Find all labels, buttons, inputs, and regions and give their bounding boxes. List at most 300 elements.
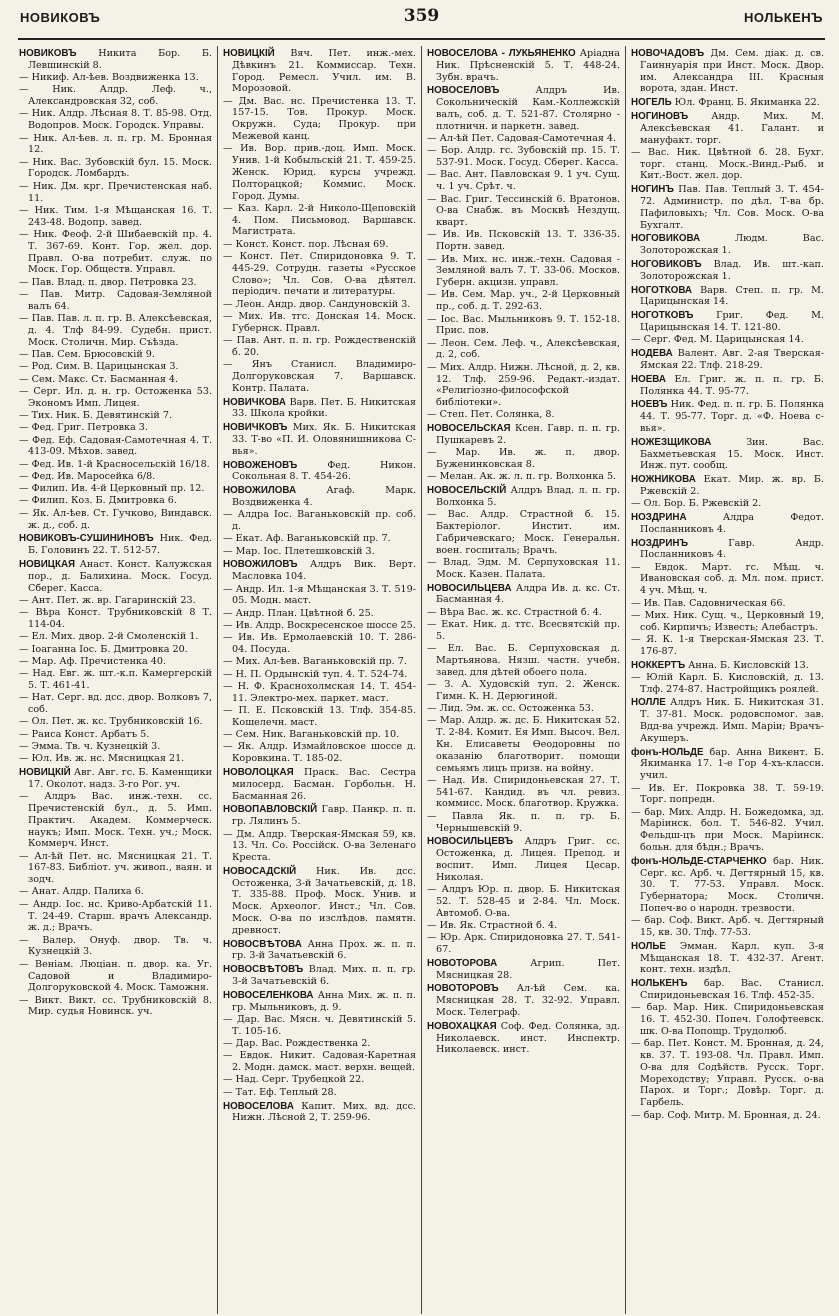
entry-details: — Ал-ѣй Пет. нс. Мясницкая 21. Т. 167-83. Библіот. уч. живоп., ваян. и зодч. bbox=[19, 850, 212, 886]
directory-entry bbox=[223, 397, 416, 421]
entry-details: — Над. Евг. ж. шт.-к.п. Камергерскій 5. Т. 461-41. bbox=[19, 668, 212, 691]
entry-details: — Пав. Сем. Брюсовскій 9. bbox=[19, 348, 155, 360]
entry-details: — Пав. Влад. п. двор. Петровка 23. bbox=[19, 276, 197, 288]
entry-details: — Влад. Эдм. М. Серпуховская 11. Моск. Казен. Палата. bbox=[427, 556, 620, 580]
directory-entry bbox=[631, 512, 824, 536]
entry-details: Алдръ Ник. Б. Никитская 31. Т. 37-81. Моск. родовспомог. зав. Вдд-ва учрежд. Имп. Маріи; Врачъ-Акушеръ. bbox=[640, 697, 824, 744]
entry-surname: НОВОТОРОВА bbox=[427, 957, 498, 969]
entry-details: — бар. Мар. Ник. Спиридоньевская 16. Т. 452-30. Попеч. Голофтеевск. шк. О-ва Попощр. Трудолюб. bbox=[631, 1002, 824, 1037]
entry-surname: НОЖЕЗЩИКОВА bbox=[631, 436, 712, 448]
entry-details: — Пав. Митр. Садовая-Земляной валъ 64. bbox=[19, 288, 212, 312]
entry-details: Пав. Пав. Теплый 3. Т. 454-72. Администр. по дѣл. Т-ва бр. Пафиловыхъ; Чл. Сов. Моск. О-ва Бухгалт. bbox=[640, 184, 824, 231]
page-header bbox=[18, 0, 825, 40]
entry-details: — Ник. Алдр. Лѣсная 8. Т. 85-98. Отд. Водопров. Моск. Городск. Управы. bbox=[19, 108, 212, 132]
entry-details: — Мих. Ал-ѣев. Ваганьковскій пр. 7. bbox=[223, 656, 407, 668]
directory-entry bbox=[427, 619, 620, 643]
entry-details: — Сем. Макс. Ст. Басманная 4. bbox=[19, 373, 179, 385]
entry-details: — З. А. Худовскій туп. 2. Женск. Гимн. К. Н. Дерюгиной. bbox=[427, 678, 620, 702]
directory-entry bbox=[19, 959, 212, 994]
directory-entry bbox=[19, 559, 212, 594]
entry-surname: НОВОСИЛЬЦЕВА bbox=[427, 582, 512, 594]
entry-details: — Раиса Конст. Арбатъ 5. bbox=[19, 728, 150, 740]
directory-entry bbox=[19, 753, 212, 765]
directory-entry bbox=[19, 935, 212, 959]
entry-details: — Іоаганна Іос. Б. Дмитровка 20. bbox=[19, 643, 188, 655]
directory-entry bbox=[631, 697, 824, 744]
directory-entry bbox=[19, 205, 212, 229]
directory-entry bbox=[427, 362, 620, 409]
entry-details: — Над. Серг. Трубецкой 22. bbox=[223, 1074, 365, 1086]
directory-entry bbox=[631, 184, 824, 231]
entry-surname: НОВИЦКІЙ bbox=[223, 48, 275, 59]
entry-details: — Филип. Коз. Б. Дмитровка 6. bbox=[19, 495, 177, 507]
directory-entry bbox=[223, 335, 416, 359]
entry-details: — бар. Соф. Викт. Арб. ч. Дегтярный 15, кв. 30. Тлф. 77-53. bbox=[631, 915, 824, 939]
entry-surname: НОВИКОВЪ bbox=[19, 48, 77, 59]
directory-columns bbox=[14, 46, 829, 1314]
entry-surname: НОВОСАДСКІЙ bbox=[223, 865, 297, 877]
entry-details: — бар. Пет. Конст. М. Бронная, д. 24, кв. 37. Т. 193-08. Чл. Правл. Имп. О-ва для Содѣйств. Русск. Торг. Мореходству; Управл. Русск. о-ва Парох. и Торг.; Довѣр. Торг. д. Гарбель. bbox=[631, 1038, 824, 1109]
directory-entry bbox=[631, 48, 824, 95]
directory-entry bbox=[19, 644, 212, 656]
directory-entry bbox=[19, 692, 212, 716]
directory-entry bbox=[631, 1038, 824, 1109]
directory-entry bbox=[427, 607, 620, 619]
directory-entry bbox=[427, 194, 620, 229]
directory-entry bbox=[427, 169, 620, 193]
entry-details: — Алдръ Юр. п. двор. Б. Никитская 52. Т. 528-45 и 2-84. Чл. Моск. Автомоб. О-ва. bbox=[427, 883, 620, 919]
entry-surname: НОЛЬКЕНЪ bbox=[631, 978, 688, 990]
directory-entry bbox=[427, 884, 620, 919]
entry-surname: НОВОТОРОВЪ bbox=[427, 983, 499, 995]
directory-entry bbox=[223, 299, 416, 311]
directory-entry bbox=[19, 729, 212, 741]
directory-column bbox=[14, 46, 218, 1314]
directory-entry bbox=[223, 829, 416, 864]
entry-details: Соф. Фед. Солянка, зд. Николаевск. инст. Инспектр. Николаевск. инст. bbox=[436, 1020, 620, 1056]
directory-entry bbox=[19, 767, 212, 791]
directory-entry bbox=[223, 559, 416, 583]
entry-details: — Алдръ Вас. инж.-техн. сс. Пречистенскій бул., д. 5. Имп. Практич. Академ. Коммерческ. наукъ; Имп. Моск. Техн. уч.; Моск. Коммерч. Инст. bbox=[19, 791, 212, 850]
entry-details: — Род. Сим. В. Царицынская 3. bbox=[19, 361, 179, 373]
entry-surname: фонъ-НОЛЬДЕ-СТАРЧЕНКО bbox=[631, 855, 767, 867]
entry-details: Варв. Пет. Б. Никитская 33. Школа кройки. bbox=[232, 396, 416, 420]
entry-details: Григ. Фед. М. Царицынская 14. Т. 121-80. bbox=[640, 310, 824, 334]
entry-details: бар. Ник. Серг. кс. Арб. ч. Дегтярный 15, кв. 30. Т. 77-53. Управл. Моск. Губернатора; Моск. Столичн. Попеч-во о народн. трезвости. bbox=[640, 855, 824, 914]
directory-entry bbox=[223, 705, 416, 729]
directory-entry bbox=[223, 143, 416, 202]
entry-details: Анна Прох. ж. п. п. гр. 3-й Зачатьевскій 6. bbox=[232, 938, 416, 962]
entry-details: — Ник. Феоф. 2-й Шибаевскій пр. 4. Т. 367-69. Конт. Гор. жел. дор. Правл. О-ва потребит. служ. по Моск. Гор. Обществ. Управл. bbox=[19, 228, 212, 276]
directory-entry bbox=[427, 811, 620, 835]
directory-entry bbox=[19, 533, 212, 557]
entry-details: Ник. Ив. дсс. Остоженка, 3-й Зачатьевскій, д. 18. Т. 335-88. Проф. Моск. Унив. и Моск. Археолог. Инст.; Чл. Сов. Моск. О-ва по изслѣдов. памятн. древност. bbox=[232, 865, 416, 936]
entry-surname: НОВОСЕЛОВА - ЛУКЬЯНЕНКО bbox=[427, 48, 576, 59]
entry-surname: НОВОПАВЛОВСКІЙ bbox=[223, 804, 318, 816]
directory-entry bbox=[427, 775, 620, 810]
directory-entry bbox=[427, 423, 620, 447]
directory-entry bbox=[427, 836, 620, 883]
directory-entry bbox=[19, 716, 212, 728]
directory-entry bbox=[223, 239, 416, 251]
entry-details: — Алдра Іос. Ваганьковскій пр. соб. д. bbox=[223, 509, 416, 533]
directory-entry bbox=[631, 598, 824, 610]
entry-details: — Ив. Вор. прив.-доц. Имп. Моск. Унив. 1-й Кобыльскій 21. Т. 459-25. Женск. Юрид. курсы учрежд. Полторацкой; Коммис. Моск. Город. Думы. bbox=[223, 143, 416, 202]
entry-details: Юл. Франц. Б. Якиманка 22. bbox=[674, 97, 820, 109]
directory-entry bbox=[223, 1074, 416, 1086]
entry-details: — Ол. Бор. Б. Ржевскій 2. bbox=[631, 498, 762, 510]
directory-entry bbox=[19, 899, 212, 934]
directory-entry bbox=[223, 546, 416, 558]
entry-details: — Ник. Тим. 1-я Мѣщанская 16. Т. 243-48. Водопр. завед. bbox=[19, 204, 212, 228]
entry-details: — Ив. Ег. Покровка 38. Т. 59-19. Торг. попредн. bbox=[631, 782, 824, 806]
directory-entry bbox=[19, 791, 212, 850]
entry-details: — Валер. Онуф. двор. Тв. ч. Кузнецкій 3. bbox=[19, 934, 212, 958]
directory-entry bbox=[223, 620, 416, 632]
entry-details: бар. Вас. Станисл. Спиридоньевская 16. Тлф. 452-35. bbox=[640, 978, 824, 1002]
directory-entry bbox=[19, 741, 212, 753]
entry-surname: фонъ-НОЛЬДЕ bbox=[631, 746, 704, 758]
entry-details: Ал-ѣй Сем. ка. Мясницкая 28. Т. 32-92. Управл. Моск. Телеграф. bbox=[436, 983, 620, 1018]
directory-entry bbox=[223, 48, 416, 95]
directory-entry bbox=[19, 668, 212, 692]
entry-details: — Екат. Ник. д. ттс. Всесвятскій пр. 5. bbox=[427, 618, 620, 642]
directory-entry bbox=[631, 97, 824, 109]
header-right-word: НОЛЬКЕНЪ bbox=[744, 10, 823, 25]
entry-details: Андр. Мих. М. Алексѣевская 41. Галант. и мануфакт. торг. bbox=[640, 110, 824, 146]
entry-surname: НОГОТКОВЪ bbox=[631, 310, 694, 322]
entry-details: — Евдок. Март. гс. Мѣщ. ч. Ивановская соб. д. Мл. пом. прист. 4 уч. Мѣщ. ч. bbox=[631, 561, 824, 597]
entry-details: — Як. Алдр. Измайловское шоссе д. Коровкина. Т. 185-02. bbox=[223, 741, 416, 765]
entry-details: Ксен. Гавр. п. п. гр. Пушкаревъ 2. bbox=[436, 423, 620, 446]
directory-column bbox=[422, 46, 626, 1314]
entry-surname: НОВОХАЦКАЯ bbox=[427, 1020, 497, 1032]
entry-details: — Тат. Еф. Теплый 28. bbox=[223, 1086, 337, 1098]
directory-entry bbox=[223, 509, 416, 533]
entry-details: Анна Мих. ж. п. п. гр. Мыльниковъ, д. 9. bbox=[232, 989, 416, 1013]
directory-entry bbox=[631, 348, 824, 372]
entry-surname: НОВОСЕЛОВА bbox=[223, 1100, 294, 1112]
entry-surname: НОГОВИКОВА bbox=[631, 233, 701, 245]
directory-entry bbox=[223, 669, 416, 681]
directory-entry bbox=[631, 474, 824, 498]
directory-entry bbox=[19, 483, 212, 495]
directory-entry bbox=[223, 741, 416, 765]
entry-details: — Нат. Серг. вд. дсс. двор. Волковъ 7, соб. bbox=[19, 692, 212, 716]
entry-details: Анна. Б. Кисловскій 13. bbox=[688, 659, 809, 671]
entry-surname: НОВИКОВЪ-СУШИНИНОВЪ bbox=[19, 533, 154, 545]
entry-details: — Леон. Андр. двор. Сандуновскій 3. bbox=[223, 298, 411, 310]
directory-entry bbox=[427, 254, 620, 289]
directory-entry bbox=[427, 338, 620, 362]
entry-details: — Ник. Ал-ѣев. л. п. гр. М. Бронная 12. bbox=[19, 132, 212, 156]
directory-entry bbox=[631, 610, 824, 634]
entry-surname: НОВОСЕЛЬСКАЯ bbox=[427, 423, 511, 435]
directory-entry bbox=[223, 460, 416, 484]
directory-entry bbox=[631, 399, 824, 434]
directory-entry bbox=[631, 747, 824, 782]
directory-entry bbox=[19, 435, 212, 459]
entry-details: — Іос. Вас. Мыльниковъ 9. Т. 152-18. Прис. пов. bbox=[427, 313, 620, 337]
entry-details: — Ал-ѣй Пет. Садовая-Самотечная 4. bbox=[427, 133, 617, 145]
entry-details: — Мар. Іос. Плетешковскій 3. bbox=[223, 545, 375, 557]
directory-entry bbox=[631, 111, 824, 146]
entry-details: — Ив. Ив. Псковскій 13. Т. 336-35. Портн. завед. bbox=[427, 229, 620, 253]
entry-details: — Ник. Алдр. Леф. ч., Александровская 32, соб. bbox=[19, 84, 212, 108]
directory-entry bbox=[427, 409, 620, 421]
entry-details: — Пав. Пав. л. п. гр. В. Алексѣевская, д. 4. Тлф 84-99. Судебн. прист. Моск. Столичн. Мир. Съѣзда. bbox=[19, 313, 212, 348]
entry-surname: НОГИНОВЪ bbox=[631, 110, 689, 122]
entry-surname: НОЗДРИНА bbox=[631, 511, 687, 523]
entry-surname: НОВОСИЛЬЦЕВЪ bbox=[427, 836, 513, 848]
directory-entry bbox=[427, 289, 620, 313]
directory-column bbox=[218, 46, 422, 1314]
directory-entry bbox=[19, 631, 212, 643]
entry-details: — Вас. Ник. Цвѣтной б. 28. Бухг. торг. станц. Моск.-Винд.-Рыб. и Кит.-Вост. жел. дор. bbox=[631, 146, 824, 182]
entry-surname: НОВОСВѢТОВЪ bbox=[223, 964, 304, 976]
entry-surname: НОВОСЕЛЕНКОВА bbox=[223, 989, 314, 1001]
entry-details: — Вас. Ант. Павловская 9. 1 уч. Сущ. ч. 1 уч. Срѣт. ч. bbox=[427, 169, 620, 193]
entry-details: — Серг. Фед. М. Царицынская 14. bbox=[631, 334, 804, 346]
entry-details: Влад. Ив. шт.-кап. Золоторожская 1. bbox=[640, 259, 824, 282]
entry-details: — Н. П. Ордынскій туп. 4. Т. 524-74. bbox=[223, 668, 408, 680]
directory-entry bbox=[427, 447, 620, 471]
entry-surname: НОВОСЕЛОВЪ bbox=[427, 85, 500, 97]
directory-entry bbox=[223, 964, 416, 988]
entry-surname: НОЕВЪ bbox=[631, 399, 668, 411]
entry-details: Никита Бор. Б. Левшинскій 8. bbox=[28, 48, 212, 71]
directory-entry bbox=[223, 990, 416, 1014]
entry-details: — Мелан. Ак. ж. л. п. гр. Волхонка 5. bbox=[427, 471, 617, 483]
entry-details: Алдръ Вик. Верт. Масловка 104. bbox=[232, 559, 416, 583]
directory-entry bbox=[223, 533, 416, 545]
entry-details: — Ол. Пет. ж. кс. Трубниковскій 16. bbox=[19, 716, 203, 728]
directory-entry bbox=[223, 1038, 416, 1050]
entry-surname: НОВИЦКАЯ bbox=[19, 558, 76, 570]
entry-surname: НОВИЦКІЙ bbox=[19, 767, 71, 779]
page-number: 359 bbox=[403, 6, 440, 26]
entry-surname: НОВИЧКОВЪ bbox=[223, 422, 288, 434]
entry-details: — Вѣра Вас. ж. кс. Страстной б. 4. bbox=[427, 606, 602, 618]
entry-details: — Мар. Ив. ж. п. двор. Буженинковская 8. bbox=[427, 447, 620, 471]
entry-details: — Мар. Аф. Пречистенка 40. bbox=[19, 655, 166, 667]
entry-details: — Я. К. 1-я Тверская-Ямская 23. Т. 176-87. bbox=[631, 633, 824, 657]
directory-entry bbox=[427, 48, 620, 83]
directory-entry bbox=[223, 203, 416, 238]
entry-details: Екат. Мир. ж. вр. Б. Ржевскій 2. bbox=[640, 474, 824, 497]
directory-entry bbox=[427, 643, 620, 678]
directory-entry bbox=[19, 181, 212, 205]
directory-entry bbox=[631, 1110, 824, 1122]
entry-details: Валент. Авг. 2-ая Тверская-Ямская 22. Тлф. 218-29. bbox=[640, 348, 824, 371]
entry-details: — Пав. Ант. п. п. гр. Рождественскій б. 20. bbox=[223, 335, 416, 358]
entry-details: Зин. Вас. Бахметьевская 15. Моск. Инст. Инж. пут. сообщ. bbox=[640, 436, 824, 472]
directory-entry bbox=[631, 233, 824, 257]
entry-details: Праск. Вас. Сестра милосерд. Басман. Горбольн. Н. Басманная 26. bbox=[232, 767, 416, 802]
entry-surname: НОГЕЛЬ bbox=[631, 97, 672, 109]
directory-entry bbox=[19, 289, 212, 313]
entry-details: — Вас. Григ. Тессинскій 6. Вратонов. О-ва Снабж. въ Москвѣ Нездущ. кварт. bbox=[427, 193, 620, 229]
entry-details: — Фед. Ив. 1-й Красносельскій 16/18. bbox=[19, 458, 210, 470]
directory-entry bbox=[631, 259, 824, 283]
directory-entry bbox=[19, 422, 212, 434]
directory-entry bbox=[19, 72, 212, 84]
directory-entry bbox=[427, 145, 620, 169]
entry-details: — Ив. Ив. Ермолаевскій 10. Т. 286-04. Посуда. bbox=[223, 632, 416, 656]
directory-entry bbox=[19, 277, 212, 289]
directory-entry bbox=[427, 471, 620, 483]
directory-entry bbox=[19, 508, 212, 532]
entry-details: — Бор. Алдр. гс. Зубовскій пр. 15. Т. 537-91. Моск. Госуд. Сберег. Касса. bbox=[427, 145, 620, 169]
directory-entry bbox=[223, 1014, 416, 1038]
entry-details: — Як. Ал-ѣев. Ст. Гучково, Виндавск. ж. д., соб. д. bbox=[19, 507, 212, 531]
entry-details: Вяч. Пет. инж.-мех. Дѣвкинъ 21. Коммиссар. Техн. Город. Ремесл. Учил. им. В. Морозовой. bbox=[232, 48, 416, 95]
directory-entry bbox=[19, 313, 212, 348]
entry-details: — Евдок. Никит. Садовая-Каретная 2. Модн. дамск. маст. верхн. вещей. bbox=[223, 1050, 416, 1074]
entry-details: — П. Е. Псковскій 13. Тлф. 354-85. Кошелечн. маст. bbox=[223, 705, 416, 728]
directory-entry bbox=[631, 941, 824, 976]
entry-details: — Павла Як. п. п. гр. Б. Чернышевскій 9. bbox=[427, 810, 620, 834]
directory-entry bbox=[631, 915, 824, 939]
entry-details: Ел. Григ. ж. п. п. гр. Б. Полянка 44. Т. 95-77. bbox=[640, 373, 824, 397]
directory-entry bbox=[223, 729, 416, 741]
entry-surname: НОЗДРИНЪ bbox=[631, 537, 688, 549]
entry-details: — Юр. Арк. Спиридоновка 27. Т. 541-67. bbox=[427, 932, 620, 955]
entry-details: — Ел. Вас. Б. Серпуховская д. Мартьянова. Нязш. частн. учебн. завед. для дѣтей обоего пола. bbox=[427, 643, 620, 678]
entry-details: — Андр. Ил. 1-я Мѣщанская 3. Т. 519-05. Модн. маст. bbox=[223, 583, 416, 607]
entry-details: — Тих. Ник. Б. Девятинскій 7. bbox=[19, 409, 173, 421]
entry-details: — Екат. Аф. Ваганьковскій пр. 7. bbox=[223, 533, 391, 545]
entry-details: — Юл. Ив. ж. нс. Мясницкая 21. bbox=[19, 753, 185, 765]
entry-surname: НОЕВА bbox=[631, 373, 666, 385]
entry-details: — Каз. Карл. 2-й Николо-Щеповскій 4. Пом. Письмовод. Варшавск. Магистрата. bbox=[223, 202, 416, 238]
directory-entry bbox=[19, 595, 212, 607]
directory-entry bbox=[19, 410, 212, 422]
directory-entry bbox=[631, 310, 824, 334]
entry-details: — Ив. Алдр. Воскресенское шоссе 25. bbox=[223, 619, 416, 631]
directory-entry bbox=[223, 866, 416, 937]
entry-details: Мих. Як. Б. Никитская 33. Т-во «П. И. Оловянишникова С-вья». bbox=[232, 422, 416, 457]
directory-entry bbox=[631, 783, 824, 807]
directory-entry bbox=[223, 681, 416, 705]
entry-details: — Эмма. Тв. ч. Кузнецкій 3. bbox=[19, 740, 161, 752]
entry-details: Анаст. Конст. Калужская пор., д. Балихина. Моск. Госуд. Сберег. Касса. bbox=[28, 558, 212, 594]
directory-entry bbox=[631, 634, 824, 658]
directory-entry bbox=[427, 85, 620, 132]
directory-entry bbox=[223, 767, 416, 802]
entry-details: Влад. Мих. п. п. гр. 3-й Зачатьевскій 6. bbox=[232, 964, 416, 988]
entry-details: — Леон. Сем. Леф. ч., Алексѣевская, д. 2, соб. bbox=[427, 337, 620, 361]
entry-details: — Дм. Вас. нс. Пречистенка 13. Т. 157-15. Тов. Прокур. Моск. Окружн. Суда; Прокур. при Межевой канц. bbox=[223, 95, 416, 143]
directory-entry bbox=[631, 437, 824, 472]
directory-entry bbox=[631, 672, 824, 696]
entry-surname: НОВОЖИЛОВЪ bbox=[223, 559, 298, 571]
entry-details: — Веніам. Люціан. п. двор. ка. Уг. Садовой и Владимиро-Долгоруковской 4. Моск. Таможня. bbox=[19, 958, 212, 994]
entry-details: — бар. Соф. Митр. М. Бронная, д. 24. bbox=[631, 1109, 821, 1121]
entry-details: — Фед. Ив. Маросейка 6/8. bbox=[19, 470, 156, 482]
entry-surname: НОВОСВѢТОВА bbox=[223, 938, 302, 950]
directory-entry bbox=[427, 229, 620, 253]
entry-details: — Янъ Станисл. Владимиро-Долгоруковская 7. Варшавск. Контр. Палата. bbox=[223, 359, 416, 394]
directory-entry bbox=[631, 807, 824, 854]
entry-details: — Дар. Вас. Рождественка 2. bbox=[223, 1038, 371, 1050]
directory-entry bbox=[427, 920, 620, 932]
entry-details: — Анат. Алдр. Палиха 6. bbox=[19, 886, 144, 898]
directory-entry bbox=[19, 84, 212, 108]
entry-details: — Филип. Ив. 4-й Церковный пр. 12. bbox=[19, 483, 205, 495]
directory-entry bbox=[19, 471, 212, 483]
entry-details: — бар. Мих. Алдр. Н. Божедомка, зд. Маріинск. бол. Т. 546-82. Учил. Фельдш-цъ при Моск. Маріинск. больн. для бѣдн.; Врачъ. bbox=[631, 806, 824, 853]
directory-entry bbox=[223, 359, 416, 394]
entry-details: Гавр. Андр. Посланниковъ 4. bbox=[640, 537, 824, 561]
entry-details: — Над. Ив. Спиридоньевская 27. Т. 541-67. Кандид. въ чл. ревиз. коммисс. Моск. благотвор. Кружка. bbox=[427, 774, 620, 810]
directory-entry bbox=[223, 939, 416, 963]
entry-details: Ник. Фед. Б. Головинъ 22. Т. 512-57. bbox=[28, 533, 212, 557]
directory-entry bbox=[427, 715, 620, 774]
directory-entry bbox=[223, 485, 416, 509]
entry-details: Алдра Ив. д. кс. Ст. Басманная 4. bbox=[436, 582, 620, 606]
directory-entry bbox=[223, 1087, 416, 1099]
directory-entry bbox=[427, 703, 620, 715]
entry-details: Капит. Мих. вд. дсс. Нижн. Лѣсной 2, Т. 259-96. bbox=[232, 1100, 416, 1124]
entry-details: — Мих. Ив. тгс. Донская 14. Моск. Губернск. Правл. bbox=[223, 311, 416, 334]
directory-entry bbox=[427, 679, 620, 703]
directory-entry bbox=[427, 557, 620, 581]
directory-entry bbox=[631, 147, 824, 182]
directory-entry bbox=[631, 562, 824, 597]
entry-details: — Мих. Алдр. Нижн. Лѣсной, д. 2, кв. 12. Тлф. 259-96. Редакт.-издат. «Религіозно-философской библіотеки». bbox=[427, 361, 620, 409]
entry-surname: НОВОЖИЛОВА bbox=[223, 485, 297, 497]
directory-entry bbox=[631, 374, 824, 398]
entry-surname: НОЛЛЕ bbox=[631, 697, 666, 709]
entry-details: Дм. Сем. діак. д. св. Гаиннуарія при Инст. Моск. Двор. им. Александра III. Красныя ворота, здан. Инст. bbox=[640, 48, 824, 95]
entry-details: Ник. Фед. п. п. гр. Б. Полянка 44. Т. 95-77. Торг. д. «Ф. Ноева с-вья». bbox=[640, 399, 824, 434]
directory-entry bbox=[223, 251, 416, 298]
entry-surname: НОЖНИКОВА bbox=[631, 474, 696, 486]
entry-details: — Ив. Як. Страстной б. 4. bbox=[427, 919, 558, 931]
directory-entry bbox=[19, 374, 212, 386]
entry-details: — Серг. Ил. д. н. гр. Остоженка 53. Экономъ Имп. Лицея. bbox=[19, 385, 212, 409]
entry-details: — Конст. Пет. Спиридоновка 9. Т. 445-29. Сотрудн. газеты «Русское Слово»; Чл. Сов. О-ва дѣятел. періодич. печати и литературы. bbox=[223, 251, 416, 298]
entry-details: — Дар. Вас. Мясн. ч. Девятинскій 5. Т. 105-16. bbox=[223, 1013, 416, 1037]
directory-entry bbox=[223, 608, 416, 620]
entry-details: Алдръ Григ. сс. Остоженка, д. Лицея. Препод. и воспит. Имп. Лицея Цесар. Николая. bbox=[436, 836, 620, 883]
entry-details: — Мар. Алдр. ж. дс. Б. Никитская 52. Т. 2-84. Комит. Ея Имп. Высоч. Вел. Кн. Елисаветы Ѳеодоровны по оказанію благотворит. помощи семьямъ лицъ призв. на войну. bbox=[427, 715, 620, 774]
entry-details: бар. Анна Викент. Б. Якиманка 17. 1-е Гор 4-хъ-классн. учил. bbox=[640, 746, 824, 782]
directory-entry bbox=[427, 958, 620, 982]
entry-details: — Ив. Пав. Садовническая 66. bbox=[631, 597, 786, 609]
directory-entry bbox=[223, 96, 416, 143]
entry-details: — Андр. Іос. нс. Криво-Арбатскій 11. Т. 24-49. Старш. врачъ Александр. ж. д.; Врачъ. bbox=[19, 898, 212, 934]
entry-details: — Андр. План. Цвѣтной б. 25. bbox=[223, 607, 374, 619]
directory-entry bbox=[427, 314, 620, 338]
entry-details: — Ант. Пет. ж. вр. Гагаринскій 23. bbox=[19, 594, 196, 606]
entry-details: Алдра Федот. Посланниковъ 4. bbox=[640, 511, 824, 535]
directory-entry bbox=[427, 485, 620, 509]
entry-details: Алдръ Ив. Сокольническій Кам.-Коллежскій валъ, соб. д. Т. 521-87. Столярно - плотничн. и паркетн. завед. bbox=[436, 85, 620, 132]
directory-entry bbox=[19, 361, 212, 373]
entry-details: — Степ. Пет. Солянка, 8. bbox=[427, 409, 555, 421]
directory-entry bbox=[19, 656, 212, 668]
directory-entry bbox=[19, 607, 212, 631]
entry-details: — Ник. Вас. Зубовскій бул. 15. Моск. Городск. Ломбардъ. bbox=[19, 156, 212, 180]
entry-details: — Никиф. Ал-ѣев. Воздвиженка 13. bbox=[19, 72, 199, 84]
entry-surname: НОГИНЪ bbox=[631, 184, 674, 196]
directory-entry bbox=[19, 229, 212, 276]
entry-details: — Фед. Григ. Петровка 3. bbox=[19, 422, 148, 434]
directory-entry bbox=[19, 386, 212, 410]
entry-details: Алдръ Влад. л. п. гр. Волхонка 5. bbox=[436, 485, 620, 508]
